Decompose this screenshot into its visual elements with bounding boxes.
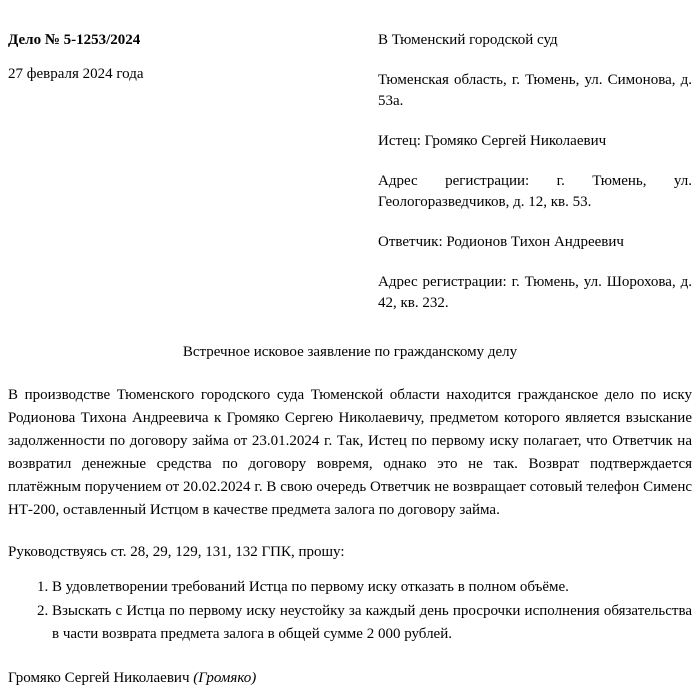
defendant-address: Адрес регистрации: г. Тюмень, ул. Шорохова, д. 42, кв. 232. (378, 274, 692, 311)
header-left-column (8, 30, 378, 84)
signature-mark: (Громяко) (193, 670, 257, 686)
court-name: В Тюменский городской суд (378, 32, 558, 48)
case-number: Дело № 5-1253/2024 (8, 32, 141, 48)
document-body-paragraph: В производстве Тюменского городского суда Тюменской области находится гражданское дело по иску Родионова Тихона Андреевича к Громяко Сергею Николаевичу, предметом которого является взыскание задолженности по договору займа от 23.01.2024 г. Так, Истец по первому иску полагает, что Ответчик на возвратил денежные средства по договору вовремя, однако это не так. Возврат подтверждается платёжным поручением от 20.02.2024 г. В свою очередь Ответчик не возвращает сотовый телефон Сименс НТ-200, оставленный Истцом в качестве предмета залога по договору займа. (8, 387, 692, 518)
defendant-name: Ответчик: Родионов Тихон Андреевич (378, 234, 624, 250)
claims-lead-in: Руководствуясь ст. 28, 29, 129, 131, 132 ГПК, прошу: (8, 544, 345, 560)
document-date: 27 февраля 2024 года (8, 66, 144, 82)
plaintiff-address: Адрес регистрации: г. Тюмень, ул. Геологоразведчиков, д. 12, кв. 53. (378, 173, 692, 210)
court-address: Тюменская область, г. Тюмень, ул. Симонова, д. 53а. (378, 72, 692, 109)
document-header (8, 30, 692, 314)
signature-line (8, 668, 692, 689)
header-right-column (378, 30, 692, 314)
signature-name: Громяко Сергей Николаевич (8, 670, 190, 686)
list-item: 2. Взыскать с Истца по первому иску неустойку за каждый день просрочки исполнения обязательства в части возврата предмета залога в общей сумме 2 000 рублей. (52, 600, 692, 646)
list-item: 1. В удовлетворении требований Истца по первому иску отказать в полном объёме. (52, 576, 692, 599)
claims-list (8, 576, 692, 646)
document-title: Встречное исковое заявление по гражданскому делу (182, 344, 518, 360)
plaintiff-name: Истец: Громяко Сергей Николаевич (378, 133, 607, 149)
